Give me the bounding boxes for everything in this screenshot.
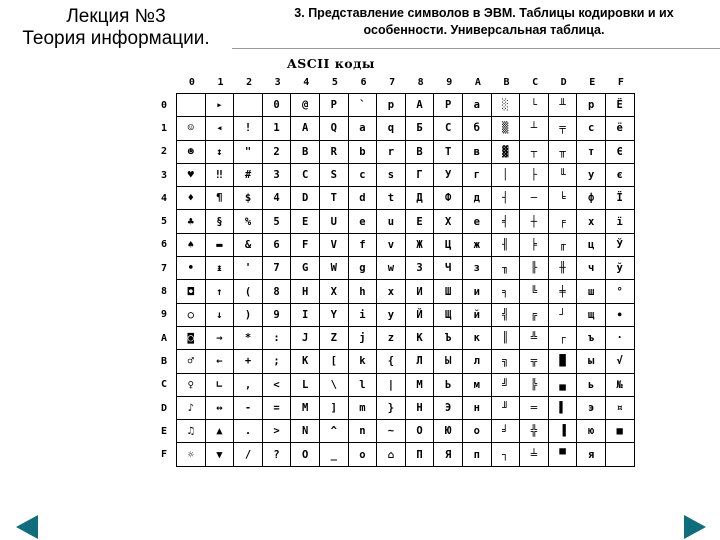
row-header: 2 <box>160 146 168 158</box>
row-header: 3 <box>160 169 168 181</box>
table-cell: П <box>406 443 435 466</box>
table-cell: · <box>606 327 635 350</box>
row-header: 0 <box>160 99 168 111</box>
column-header: 1 <box>217 77 224 88</box>
table-cell: s <box>377 164 406 187</box>
table-cell: , <box>234 374 263 397</box>
table-cell: █ <box>549 350 578 373</box>
table-cell: Ф <box>434 187 463 210</box>
table-cell: ▼ <box>206 443 235 466</box>
table-cell: 3 <box>263 164 292 187</box>
table-cell: ┴ <box>520 117 549 140</box>
column-header: A <box>474 77 481 88</box>
table-cell: Б <box>406 117 435 140</box>
column-header: D <box>560 77 567 88</box>
table-cell: ─ <box>520 187 549 210</box>
table-cell: ь <box>577 374 606 397</box>
table-cell: М <box>406 374 435 397</box>
table-cell: ♫ <box>177 420 206 443</box>
table-cell: ╫ <box>549 257 578 280</box>
table-cell: B <box>291 141 320 164</box>
table-cell: ї <box>606 210 635 233</box>
table-cell: Й <box>406 304 435 327</box>
table-cell: √ <box>606 350 635 373</box>
table-cell: ├ <box>520 164 549 187</box>
column-header: 4 <box>303 77 310 88</box>
table-cell: ╞ <box>520 234 549 257</box>
table-cell: b <box>349 141 378 164</box>
table-cell: ц <box>577 234 606 257</box>
table-cell: c <box>349 164 378 187</box>
table-cell: f <box>349 234 378 257</box>
lecture-number: Лекция №3 <box>66 6 166 27</box>
table-cell: R <box>320 141 349 164</box>
table-cell: ♦ <box>177 187 206 210</box>
table-cell: ▌ <box>549 397 578 420</box>
table-cell: ▲ <box>206 420 235 443</box>
table-cell: ↔ <box>206 397 235 420</box>
table-cell: r <box>377 141 406 164</box>
table-cell: ◙ <box>177 327 206 350</box>
slide-title <box>256 5 712 39</box>
table-cell: > <box>263 420 292 443</box>
table-cell: к <box>463 327 492 350</box>
table-cell: t <box>377 187 406 210</box>
table-cell: С <box>434 117 463 140</box>
table-cell: W <box>320 257 349 280</box>
row-header: 4 <box>160 192 168 204</box>
table-cell: ╪ <box>549 280 578 303</box>
table-cell: g <box>349 257 378 280</box>
table-cell: A <box>291 117 320 140</box>
table-cell: ╙ <box>549 164 578 187</box>
column-header: B <box>503 77 510 88</box>
table-cell: ║ <box>492 327 521 350</box>
table-cell: u <box>377 210 406 233</box>
table-cell: ° <box>606 280 635 303</box>
table-cell: % <box>234 210 263 233</box>
table-cell: ▬ <box>206 234 235 257</box>
table-cell: I <box>291 304 320 327</box>
table-cell: Д <box>406 187 435 210</box>
slide-title-line-2: особенности. Универсальная таблица. <box>363 23 605 37</box>
header-divider <box>232 48 720 49</box>
table-cell: * <box>234 327 263 350</box>
table-cell: └ <box>520 94 549 117</box>
table-cell: n <box>349 420 378 443</box>
table-cell: ¤ <box>606 397 635 420</box>
table-cell: я <box>577 443 606 466</box>
table-cell: ў <box>606 257 635 280</box>
table-cell: ╒ <box>549 210 578 233</box>
table-cell: ◘ <box>177 280 206 303</box>
table-cell: P <box>320 94 349 117</box>
table-cell: ? <box>263 443 292 466</box>
row-header: 7 <box>160 262 168 274</box>
table-cell: " <box>234 141 263 164</box>
table-cell: р <box>577 94 606 117</box>
table-cell: U <box>320 210 349 233</box>
table-cell: F <box>291 234 320 257</box>
table-cell: є <box>606 164 635 187</box>
table-cell: = <box>263 397 292 420</box>
table-cell: В <box>406 141 435 164</box>
table-cell: ‼ <box>206 164 235 187</box>
column-header: 9 <box>446 77 453 88</box>
table-cell: N <box>291 420 320 443</box>
table-cell: Ё <box>606 94 635 117</box>
table-cell: И <box>406 280 435 303</box>
table-cell: ; <box>263 350 292 373</box>
table-cell: м <box>463 374 492 397</box>
table-cell: ~ <box>377 420 406 443</box>
table-cell: 6 <box>263 234 292 257</box>
table-cell: ] <box>320 397 349 420</box>
table-cell: ═ <box>520 397 549 420</box>
table-cell: з <box>463 257 492 280</box>
column-header: F <box>617 77 624 88</box>
table-cell: ↑ <box>206 280 235 303</box>
table-cell: M <box>291 397 320 420</box>
table-cell: У <box>434 164 463 187</box>
table-cell: Р <box>434 94 463 117</box>
table-cell: э <box>577 397 606 420</box>
table-cell: p <box>377 94 406 117</box>
column-header: E <box>589 77 596 88</box>
table-cell: ╬ <box>520 420 549 443</box>
table-cell: . <box>234 420 263 443</box>
table-cell: l <box>349 374 378 397</box>
table-cell: Н <box>406 397 435 420</box>
table-cell: К <box>406 327 435 350</box>
table-cell: ♥ <box>177 164 206 187</box>
table-cell: ` <box>349 94 378 117</box>
table-cell: А <box>406 94 435 117</box>
table-cell: ↨ <box>206 257 235 280</box>
table-cell <box>177 94 206 117</box>
table-cell: O <box>291 443 320 466</box>
column-header: 0 <box>188 77 195 88</box>
table-cell: ╔ <box>520 304 549 327</box>
table-cell: ╧ <box>520 443 549 466</box>
table-cell: Q <box>320 117 349 140</box>
table-cell: & <box>234 234 263 257</box>
table-cell: ж <box>463 234 492 257</box>
table-cell: ╕ <box>492 280 521 303</box>
table-cell: ╦ <box>520 350 549 373</box>
table-cell: ╤ <box>549 117 578 140</box>
table-cell: Ж <box>406 234 435 257</box>
column-header: 3 <box>274 77 281 88</box>
table-cell: Ю <box>434 420 463 443</box>
table-cell: e <box>349 210 378 233</box>
table-cell: # <box>234 164 263 187</box>
table-cell: Е <box>406 210 435 233</box>
table-cell: 5 <box>263 210 292 233</box>
row-header: A <box>160 332 168 344</box>
table-cell: d <box>349 187 378 210</box>
table-cell: ↕ <box>206 141 235 164</box>
table-cell: Ш <box>434 280 463 303</box>
table-cell: \ <box>320 374 349 397</box>
column-header: 2 <box>246 77 253 88</box>
table-cell: ┬ <box>520 141 549 164</box>
table-cell: ▒ <box>492 117 521 140</box>
table-cell: д <box>463 187 492 210</box>
table-cell: ← <box>206 350 235 373</box>
table-cell: Є <box>606 141 635 164</box>
table-cell: ┘ <box>549 304 578 327</box>
row-header: 8 <box>160 286 168 297</box>
table-cell: а <box>463 94 492 117</box>
table-cell: ♣ <box>177 210 206 233</box>
table-cell: Х <box>434 210 463 233</box>
table-cell: ◂ <box>206 117 235 140</box>
table-cell: ╗ <box>492 350 521 373</box>
table-cell: 2 <box>263 141 292 164</box>
table-cell: { <box>377 350 406 373</box>
table-cell: } <box>377 397 406 420</box>
table-cell <box>606 443 635 466</box>
table-cell: Ч <box>434 257 463 280</box>
table-cell: б <box>463 117 492 140</box>
table-cell: Л <box>406 350 435 373</box>
table-cell: л <box>463 350 492 373</box>
table-cell: 4 <box>263 187 292 210</box>
table-cell: q <box>377 117 406 140</box>
table-cell: ▐ <box>549 420 578 443</box>
table-cell: T <box>320 187 349 210</box>
table-cell: ы <box>577 350 606 373</box>
table-cell: j <box>349 327 378 350</box>
table-cell: ╓ <box>549 234 578 257</box>
table-cell: @ <box>291 94 320 117</box>
table-cell: v <box>377 234 406 257</box>
table-cell: i <box>349 304 378 327</box>
table-cell: [ <box>320 350 349 373</box>
table-cell: ♂ <box>177 350 206 373</box>
table-cell: Y <box>320 304 349 327</box>
row-header: F <box>160 449 168 461</box>
table-cell: Ї <box>606 187 635 210</box>
table-cell: ю <box>577 420 606 443</box>
table-cell: k <box>349 350 378 373</box>
table-cell: • <box>177 257 206 280</box>
table-cell: ■ <box>606 420 635 443</box>
table-cell: З <box>406 257 435 280</box>
row-header: 9 <box>160 309 168 321</box>
table-cell: п <box>463 443 492 466</box>
table-cell: Ц <box>434 234 463 257</box>
table-cell: ╠ <box>520 374 549 397</box>
table-cell: ┐ <box>492 443 521 466</box>
table-cell <box>234 94 263 117</box>
table-cell: Щ <box>434 304 463 327</box>
column-header: C <box>532 77 539 88</box>
previous-slide-button[interactable] <box>16 515 38 539</box>
table-cell: н <box>463 397 492 420</box>
slide-title-line-1: 3. Представление символов в ЭВМ. Таблицы кодировки и их <box>294 6 674 20</box>
table-cell: : <box>263 327 292 350</box>
table-cell: ▄ <box>549 374 578 397</box>
ascii-table <box>176 93 635 467</box>
table-cell: в <box>463 141 492 164</box>
table-cell: - <box>234 397 263 420</box>
table-cell: ┼ <box>520 210 549 233</box>
row-header: D <box>160 402 168 414</box>
table-cell: < <box>263 374 292 397</box>
table-cell: ╘ <box>549 187 578 210</box>
row-header: 6 <box>160 239 168 251</box>
table-cell: h <box>349 280 378 303</box>
table-cell: ⌂ <box>377 443 406 466</box>
table-cell: ▸ <box>206 94 235 117</box>
table-cell: ╩ <box>520 327 549 350</box>
table-cell: ' <box>234 257 263 280</box>
table-cell: │ <box>492 164 521 187</box>
table-cell: ○ <box>177 304 206 327</box>
table-cell: № <box>606 374 635 397</box>
table-cell: E <box>291 210 320 233</box>
table-cell: V <box>320 234 349 257</box>
table-cell: у <box>577 164 606 187</box>
table-cell: ┤ <box>492 187 521 210</box>
table-cell: ♪ <box>177 397 206 420</box>
table-cell: C <box>291 164 320 187</box>
table-cell: 8 <box>263 280 292 303</box>
table-cell: ╖ <box>492 257 521 280</box>
table-cell: х <box>577 210 606 233</box>
table-cell: ╟ <box>520 257 549 280</box>
table-cell: е <box>463 210 492 233</box>
row-header: E <box>160 425 168 437</box>
table-cell: ┌ <box>549 327 578 350</box>
table-cell: й <box>463 304 492 327</box>
table-cell: т <box>577 141 606 164</box>
table-cell: Г <box>406 164 435 187</box>
table-cell: o <box>349 443 378 466</box>
table-cell: x <box>377 280 406 303</box>
table-cell: Ы <box>434 350 463 373</box>
table-cell: | <box>377 374 406 397</box>
table-cell: и <box>463 280 492 303</box>
table-cell: ♀ <box>177 374 206 397</box>
next-slide-button[interactable] <box>684 515 706 539</box>
table-cell: ∟ <box>206 374 235 397</box>
table-cell: О <box>406 420 435 443</box>
table-cell: a <box>349 117 378 140</box>
table-cell: G <box>291 257 320 280</box>
table-cell: 9 <box>263 304 292 327</box>
table-cell: D <box>291 187 320 210</box>
table-cell: Ў <box>606 234 635 257</box>
table-cell: ! <box>234 117 263 140</box>
table-cell: ╚ <box>520 280 549 303</box>
table-cell: w <box>377 257 406 280</box>
table-cell: ∙ <box>606 304 635 327</box>
table-cell: ¶ <box>206 187 235 210</box>
table-cell: H <box>291 280 320 303</box>
table-cell: ▓ <box>492 141 521 164</box>
column-header: 5 <box>331 77 338 88</box>
table-cell: 7 <box>263 257 292 280</box>
table-cell: ♠ <box>177 234 206 257</box>
table-cell: ╨ <box>549 94 578 117</box>
table-caption: ASCII коды <box>287 56 375 71</box>
table-cell: ( <box>234 280 263 303</box>
table-cell: m <box>349 397 378 420</box>
table-cell: → <box>206 327 235 350</box>
table-cell: ) <box>234 304 263 327</box>
table-cell: Ъ <box>434 327 463 350</box>
column-header: 8 <box>417 77 424 88</box>
table-cell: ↓ <box>206 304 235 327</box>
table-cell: ╡ <box>492 210 521 233</box>
table-cell: Т <box>434 141 463 164</box>
table-cell: ☻ <box>177 141 206 164</box>
table-cell: X <box>320 280 349 303</box>
table-cell: ▀ <box>549 443 578 466</box>
table-cell: 0 <box>263 94 292 117</box>
table-cell: о <box>463 420 492 443</box>
table-cell: с <box>577 117 606 140</box>
table-cell: § <box>206 210 235 233</box>
table-cell: J <box>291 327 320 350</box>
table-cell: z <box>377 327 406 350</box>
table-cell: S <box>320 164 349 187</box>
table-cell: ё <box>606 117 635 140</box>
row-header: 5 <box>160 216 168 228</box>
table-cell: щ <box>577 304 606 327</box>
row-header: 1 <box>160 122 168 134</box>
table-cell: / <box>234 443 263 466</box>
column-header: 6 <box>360 77 367 88</box>
table-cell: y <box>377 304 406 327</box>
table-cell: 1 <box>263 117 292 140</box>
lecture-header <box>0 6 232 50</box>
table-cell: ^ <box>320 420 349 443</box>
table-cell: ░ <box>492 94 521 117</box>
table-cell: Э <box>434 397 463 420</box>
table-cell: ☺ <box>177 117 206 140</box>
table-cell: Ь <box>434 374 463 397</box>
row-header: C <box>160 379 168 391</box>
table-cell: Z <box>320 327 349 350</box>
table-cell: ╢ <box>492 234 521 257</box>
table-cell: $ <box>234 187 263 210</box>
table-cell: ╜ <box>492 397 521 420</box>
table-cell: ч <box>577 257 606 280</box>
table-cell: ╥ <box>549 141 578 164</box>
column-header: 7 <box>389 77 396 88</box>
table-cell: ш <box>577 280 606 303</box>
table-cell: ╛ <box>492 420 521 443</box>
table-cell: ╝ <box>492 374 521 397</box>
table-cell: K <box>291 350 320 373</box>
row-header: B <box>160 355 168 367</box>
table-cell: ъ <box>577 327 606 350</box>
table-cell: L <box>291 374 320 397</box>
table-cell: Я <box>434 443 463 466</box>
table-cell: ☼ <box>177 443 206 466</box>
table-cell: _ <box>320 443 349 466</box>
table-cell: г <box>463 164 492 187</box>
table-cell: ╣ <box>492 304 521 327</box>
course-name: Теория информации. <box>22 28 210 49</box>
table-cell: ф <box>577 187 606 210</box>
table-cell: + <box>234 350 263 373</box>
